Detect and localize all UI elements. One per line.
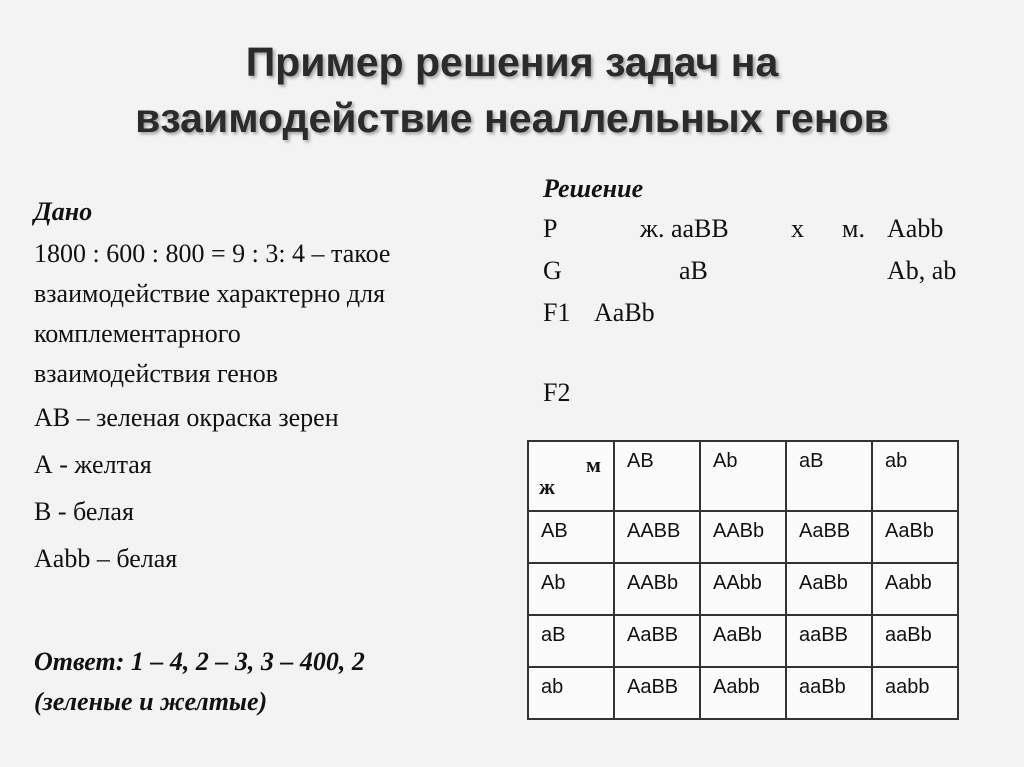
f2-label: F2 xyxy=(543,378,571,407)
given-line-aabb: Aabb – белая xyxy=(34,544,178,573)
genotype-cell: AABb xyxy=(700,511,786,563)
p-cross: х xyxy=(791,214,804,243)
male-gamete-header: ab xyxy=(872,441,958,511)
genotype-cell: AaBb xyxy=(786,563,872,615)
genotype-cell: aaBb xyxy=(872,615,958,667)
p-male: Aabb xyxy=(887,214,944,243)
given-paragraph-line: взаимодействие характерно для xyxy=(34,279,386,308)
g-label: G xyxy=(543,256,562,285)
male-label: м xyxy=(586,452,601,477)
p-male-prefix: м. xyxy=(842,214,865,243)
f2-row xyxy=(543,372,983,414)
punnett-row xyxy=(528,511,958,563)
g-male: Ab, ab xyxy=(887,256,957,285)
given-paragraph-line: взаимодействия генов xyxy=(34,359,278,388)
genotype-cell: AaBB xyxy=(786,511,872,563)
given-paragraph xyxy=(34,234,514,394)
p-female: ж. ааВВ xyxy=(640,214,729,243)
f1-value: AaBb xyxy=(594,298,655,327)
male-gamete-header: Ab xyxy=(700,441,786,511)
answer-line-2: (зеленые и желтые) xyxy=(34,687,268,716)
f1-row xyxy=(543,292,983,334)
female-gamete-header: Ab xyxy=(528,563,614,615)
male-gamete-header: aB xyxy=(786,441,872,511)
genotype-cell: aaBB xyxy=(786,615,872,667)
given-line-green: АВ – зеленая окраска зерен xyxy=(34,403,339,432)
p-row xyxy=(543,208,983,250)
given-paragraph-line: комплементарного xyxy=(34,319,241,348)
genotype-cell: AaBb xyxy=(700,615,786,667)
punnett-row xyxy=(528,615,958,667)
punnett-square xyxy=(527,440,959,720)
punnett-header-row xyxy=(528,441,958,511)
answer-line-1: Ответ: 1 – 4, 2 – 3, 3 – 400, 2 xyxy=(34,647,365,676)
female-gamete-header: AB xyxy=(528,511,614,563)
genotype-cell: AABb xyxy=(614,563,700,615)
f1-label: F1 xyxy=(543,298,571,327)
p-label: Р xyxy=(543,214,558,243)
given-section xyxy=(34,194,514,582)
female-gamete-header: aB xyxy=(528,615,614,667)
genotype-cell: AaBB xyxy=(614,667,700,719)
genotype-cell: aabb xyxy=(872,667,958,719)
genotype-cell: Aabb xyxy=(700,667,786,719)
title-line-2: взаимодействие неаллельных генов xyxy=(135,95,889,141)
female-gamete-header: ab xyxy=(528,667,614,719)
g-female: аВ xyxy=(679,256,708,285)
punnett-row xyxy=(528,563,958,615)
female-label: ж xyxy=(539,474,555,499)
solution-heading: Решение xyxy=(543,174,644,203)
answer xyxy=(34,642,514,722)
genotype-cell: AABB xyxy=(614,511,700,563)
given-line-white: В - белая xyxy=(34,497,134,526)
genotype-cell: AaBb xyxy=(872,511,958,563)
genotype-cell: AaBB xyxy=(614,615,700,667)
g-row xyxy=(543,250,983,292)
punnett-corner xyxy=(528,441,614,511)
title-line-1: Пример решения задач на xyxy=(245,39,779,85)
genotype-cell: aaBb xyxy=(786,667,872,719)
genotype-cell: Aabb xyxy=(872,563,958,615)
given-paragraph-line: 1800 : 600 : 800 = 9 : 3: 4 – такое xyxy=(34,239,391,268)
punnett-row xyxy=(528,667,958,719)
genotype-cell: AAbb xyxy=(700,563,786,615)
male-gamete-header: AB xyxy=(614,441,700,511)
given-line-yellow: А - желтая xyxy=(34,450,152,479)
slide-title xyxy=(0,34,1024,146)
given-heading: Дано xyxy=(34,197,93,226)
solution-section xyxy=(543,170,983,414)
